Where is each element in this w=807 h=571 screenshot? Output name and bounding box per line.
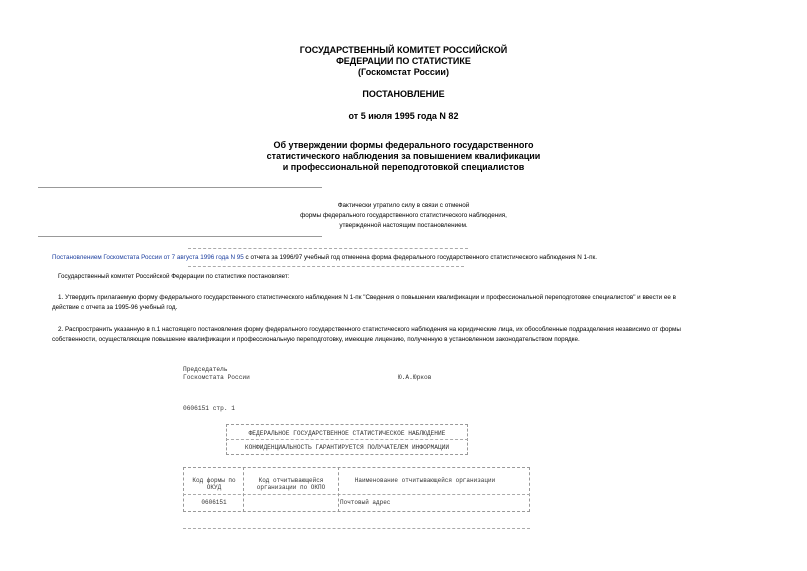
col-okpo-label-line2: организации по ОКПО: [256, 484, 326, 491]
item1-line1: 1. Утвердить прилагаемую форму федерального государственного статистического наблюдения N 1-пк "Сведения о повышении квалификации и профессиональной переподготовке специалистов" и ввести ее в: [58, 294, 676, 301]
status-note-line3: утвержденной настоящим постановлением.: [339, 222, 468, 229]
doc-type: ПОСТАНОВЛЕНИЕ: [362, 89, 445, 99]
amendment-note: [52, 253, 752, 263]
status-note-line1: Фактически утратило силу в связи с отменой: [337, 202, 470, 209]
col-org-name-label: Наименование отчитывающейся организации: [354, 477, 496, 484]
doc-subject-line3: и профессиональной переподготовкой специалистов: [282, 162, 525, 172]
item2-line2: собственности, осуществляющие повышение квалификации и профессиональную переподготовку, имеющие лицензию, полученную в установленном законодательством порядке.: [52, 336, 580, 343]
amendment-dash-bottom: [188, 266, 464, 267]
amendment-link[interactable]: Постановлением Госкомстата России от 7 августа 1996 года N 95: [52, 254, 244, 261]
form-bottom-rule: [183, 528, 530, 529]
doc-date: от 5 июля 1995 года N 82: [348, 111, 459, 121]
org-name-line3: (Госкомстат России): [358, 67, 449, 77]
form-banner-line1: ФЕДЕРАЛЬНОЕ ГОСУДАРСТВЕННОЕ СТАТИСТИЧЕСКОЕ НАБЛЮДЕНИЕ: [248, 430, 446, 437]
item2-line1: 2. Распространить указанную в п.1 настоящего постановления форму федерального государственного статистического наблюдения на юридические лица, их обособленные подразделения независимо от формы: [58, 326, 681, 333]
col-okud-label-line1: Код формы по: [192, 477, 236, 484]
divider-bottom: [38, 236, 322, 237]
doc-subject-line2: статистического наблюдения за повышением квалификации: [266, 151, 541, 161]
signature-title-line2: Госкомстата России: [183, 374, 250, 381]
divider-top: [38, 187, 322, 188]
signature-name: Ю.А.Юрков: [398, 374, 432, 381]
form-code-value: 0606151: [201, 499, 227, 506]
col-okud-label-line2: ОКУД: [206, 484, 222, 491]
form-table-col-divider-1: [243, 467, 244, 512]
form-banner-line2: КОНФИДЕНЦИАЛЬНОСТЬ ГАРАНТИРУЕТСЯ ПОЛУЧАТЕЛЕМ ИНФОРМАЦИИ: [244, 444, 450, 451]
doc-subject-line1: Об утверждении формы федерального государственного: [273, 140, 534, 150]
form-code-page: 0606151 стр. 1: [183, 405, 235, 412]
form-banner-divider: [226, 439, 468, 440]
col-okpo-label-line1: Код отчитывающейся: [258, 477, 324, 484]
amendment-text: с отчета за 1996/97 учебный год отменена форма федерального государственного статистического наблюдения N 1-пк.: [243, 254, 598, 261]
intro-paragraph: Государственный комитет Российской Федерации по статистике постановляет:: [58, 273, 290, 280]
status-note-line2: формы федерального государственного статистического наблюдения,: [300, 212, 507, 219]
org-name-line2: ФЕДЕРАЦИИ ПО СТАТИСТИКЕ: [336, 56, 471, 66]
form-table-col-divider-2: [338, 467, 339, 512]
signature-title-line1: Председатель: [183, 366, 228, 373]
org-name-line1: ГОСУДАРСТВЕННЫЙ КОМИТЕТ РОССИЙСКОЙ: [299, 45, 508, 55]
postal-address-label: Почтовый адрес: [340, 499, 391, 506]
item1-line2: действие с отчета за 1995-96 учебный год.: [52, 304, 178, 311]
amendment-dash-top: [188, 248, 468, 249]
form-table-row-divider: [183, 494, 530, 495]
